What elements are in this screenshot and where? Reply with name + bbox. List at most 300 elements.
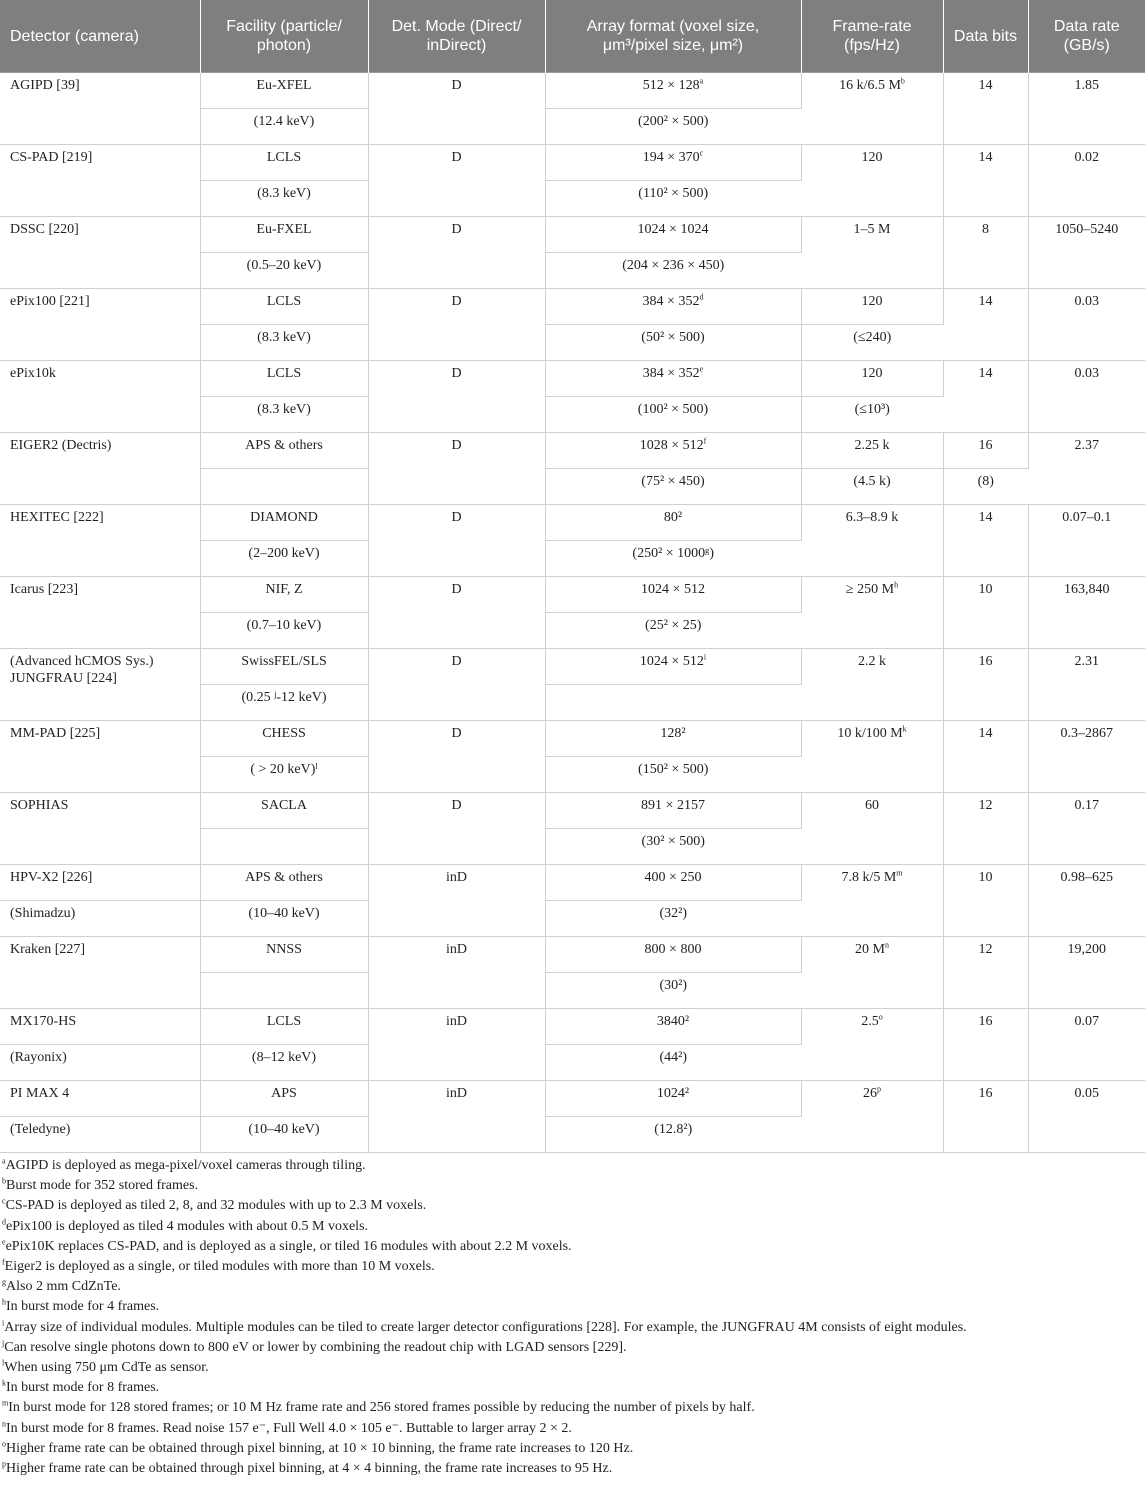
cell-value: 16 <box>978 1014 993 1029</box>
footnotes <box>0 1153 1145 1479</box>
facility-cell <box>200 1117 368 1153</box>
array-cell <box>545 937 801 973</box>
mode-cell <box>368 1081 545 1153</box>
facility-cell <box>200 505 368 541</box>
array-cell <box>545 685 801 721</box>
mode-cell <box>368 577 545 649</box>
facility-cell <box>200 469 368 505</box>
footnote-mark: k <box>2 1378 6 1388</box>
mode-cell <box>368 217 545 289</box>
cell-value: inD <box>446 870 467 885</box>
cell-value: 14 <box>978 294 993 309</box>
bits-cell <box>943 1009 1028 1081</box>
cell-value: 14 <box>978 78 993 93</box>
cell-value: 0.07 <box>1074 1014 1099 1029</box>
cell-value: 0.03 <box>1074 366 1099 381</box>
facility-cell <box>200 937 368 973</box>
facility-cell <box>200 721 368 757</box>
cell-value: 1.85 <box>1074 78 1099 93</box>
column-header: Data rate (GB/s) <box>1028 0 1145 73</box>
footnote-text: In burst mode for 128 stored frames; or 10 M Hz frame rate and 256 stored frames possible by reducing the number of pixels by half. <box>8 1400 755 1416</box>
footnote <box>2 1176 1145 1196</box>
footnote-mark: d <box>2 1216 6 1226</box>
framerate-cell <box>801 325 943 361</box>
table-row <box>0 289 1145 325</box>
facility-cell <box>200 325 368 361</box>
cell-value: APS <box>271 1086 297 1101</box>
bits-cell <box>943 937 1028 1009</box>
cell-value: 12 <box>978 798 993 813</box>
footnote <box>2 1338 1145 1358</box>
facility-cell <box>200 109 368 145</box>
facility-cell <box>200 1045 368 1081</box>
cell-value: 19,200 <box>1067 942 1106 957</box>
rate-cell <box>1028 433 1145 505</box>
footnote-mark: c <box>2 1196 6 1206</box>
array-cell <box>545 757 801 793</box>
cell-value: 1050–5240 <box>1055 222 1119 237</box>
cell-value <box>209 973 360 977</box>
array-cell <box>545 577 801 613</box>
cell-value: 1024 × 1024 <box>637 222 709 237</box>
detector-cell <box>0 793 200 865</box>
cell-value: 10 <box>978 870 993 885</box>
framerate-cell <box>801 505 943 577</box>
detector-cell <box>0 1045 200 1081</box>
cell-value: (0.5–20 keV) <box>246 258 322 273</box>
bits-cell <box>943 217 1028 289</box>
bits-cell <box>943 649 1028 721</box>
bits-cell <box>943 721 1028 793</box>
cell-value: 512 × 128 <box>642 78 700 93</box>
cell-value: 1–5 M <box>853 222 891 237</box>
cell-value: 10 k/100 M <box>837 726 903 741</box>
cell-value: APS & others <box>245 438 323 453</box>
cell-value: 400 × 250 <box>644 870 702 885</box>
cell-value: (8.3 keV) <box>257 402 311 417</box>
array-cell <box>545 289 801 325</box>
array-cell <box>545 1045 801 1081</box>
rate-cell <box>1028 217 1145 289</box>
detector-cell <box>0 865 200 901</box>
rate-cell <box>1028 937 1145 1009</box>
cell-value: 1024² <box>656 1086 690 1101</box>
rate-cell <box>1028 145 1145 217</box>
facility-cell <box>200 1009 368 1045</box>
footnote-mark: p <box>2 1459 6 1469</box>
cell-value: (8) <box>977 474 994 489</box>
footnote-mark: b <box>2 1176 6 1186</box>
detector-cell <box>0 1081 200 1117</box>
detector-cell <box>0 721 200 793</box>
footnote-text: CS-PAD is deployed as tiled 2, 8, and 32 modules with up to 2.3 M voxels. <box>5 1198 427 1214</box>
footnote-text: AGIPD is deployed as mega-pixel/voxel cameras through tiling. <box>5 1158 366 1173</box>
footnote <box>2 1277 1145 1297</box>
cell-value: (250² × 1000ᵍ) <box>632 546 715 561</box>
cell-value: DIAMOND <box>250 510 318 525</box>
column-header: Det. Mode (Direct/ inDirect) <box>368 0 545 73</box>
detector-cell <box>0 937 200 1009</box>
footnote-mark: h <box>2 1297 6 1307</box>
framerate-cell <box>801 577 943 649</box>
array-cell <box>545 505 801 541</box>
cell-value: SACLA <box>261 798 307 813</box>
framerate-cell <box>801 649 943 721</box>
table-row <box>0 145 1145 181</box>
cell-value: 6.3–8.9 k <box>845 510 899 525</box>
array-cell <box>545 541 801 577</box>
cell-value: APS & others <box>245 870 323 885</box>
cell-value: 0.03 <box>1074 294 1099 309</box>
cell-value: ( > 20 keV)ˡ <box>250 762 318 777</box>
footnote-text: Higher frame rate can be obtained through pixel binning, at 10 × 10 binning, the frame rate increases to 120 Hz. <box>6 1440 634 1456</box>
cell-value: 14 <box>978 150 993 165</box>
cell-value: HPV-X2 [226] <box>10 870 93 885</box>
cell-value: (32²) <box>659 906 688 921</box>
framerate-cell <box>801 865 943 937</box>
cell-value: (Advanced hCMOS Sys.) JUNGFRAU [224] <box>10 654 154 686</box>
cell-value: SOPHIAS <box>10 798 69 813</box>
detector-cell <box>0 649 200 721</box>
header-row <box>0 0 1145 73</box>
cell-value: CS-PAD [219] <box>10 150 93 165</box>
footnote-text: In burst mode for 4 frames. <box>6 1299 160 1315</box>
cell-value <box>209 469 360 473</box>
cell-value: (Rayonix) <box>10 1050 67 1065</box>
mode-cell <box>368 721 545 793</box>
cell-value <box>209 829 360 833</box>
framerate-cell <box>801 1009 943 1081</box>
footnote <box>2 1217 1145 1237</box>
footnote-mark: d <box>699 292 704 302</box>
footnote-mark: e <box>699 364 704 374</box>
bits-cell <box>943 1081 1028 1153</box>
array-cell <box>545 793 801 829</box>
bits-cell <box>943 505 1028 577</box>
facility-cell <box>200 757 368 793</box>
cell-value: 16 <box>978 438 993 453</box>
cell-value: D <box>451 438 462 453</box>
table-body <box>0 73 1145 1153</box>
footnote-text: In burst mode for 8 frames. Read noise 157 e⁻, Full Well 4.0 × 105 e⁻. Buttable to larger array 2 × 2. <box>6 1420 572 1436</box>
cell-value: D <box>451 726 462 741</box>
facility-cell <box>200 829 368 865</box>
cell-value: 20 M <box>855 942 885 957</box>
array-cell <box>545 973 801 1009</box>
array-cell <box>545 253 801 289</box>
cell-value: (0.25 ʲ-12 keV) <box>241 690 327 705</box>
cell-value: 0.3–2867 <box>1060 726 1113 741</box>
cell-value: (2–200 keV) <box>248 546 320 561</box>
facility-cell <box>200 289 368 325</box>
framerate-cell <box>801 1081 943 1153</box>
footnote-mark: g <box>2 1277 6 1287</box>
table-row <box>0 1081 1145 1117</box>
bits-cell <box>943 469 1028 505</box>
cell-value: D <box>451 582 462 597</box>
mode-cell <box>368 1009 545 1081</box>
cell-value: D <box>451 222 462 237</box>
cell-value: (150² × 500) <box>638 762 709 777</box>
cell-value: (204 × 236 × 450) <box>622 258 725 273</box>
cell-value: 891 × 2157 <box>641 798 705 813</box>
cell-value: 16 k/6.5 M <box>839 78 901 93</box>
footnote-mark: l <box>2 1358 5 1368</box>
cell-value: LCLS <box>266 1014 302 1029</box>
cell-value: (50² × 500) <box>641 330 705 345</box>
array-cell <box>545 613 801 649</box>
footnote <box>2 1196 1145 1216</box>
table-row <box>0 721 1145 757</box>
cell-value: (30²) <box>659 978 688 993</box>
cell-value: DSSC [220] <box>10 222 79 237</box>
array-cell <box>545 901 801 937</box>
table-row <box>0 865 1145 901</box>
cell-value: 194 × 370 <box>642 150 700 165</box>
footnote-mark: o <box>2 1439 6 1449</box>
facility-cell <box>200 865 368 901</box>
bits-cell <box>943 361 1028 433</box>
mode-cell <box>368 289 545 361</box>
footnote-text: Higher frame rate can be obtained through pixel binning, at 4 × 4 binning, the frame rate increases to 95 Hz. <box>6 1461 613 1477</box>
cell-value: (200² × 500) <box>638 114 709 129</box>
column-header: Detector (camera) <box>0 0 200 73</box>
bits-cell <box>943 145 1028 217</box>
cell-value: Eu-XFEL <box>256 78 312 93</box>
cell-value: Kraken [227] <box>10 942 86 957</box>
rate-cell <box>1028 73 1145 145</box>
array-cell <box>545 109 801 145</box>
facility-cell <box>200 253 368 289</box>
array-cell <box>545 1081 801 1117</box>
mode-cell <box>368 865 545 937</box>
mode-cell <box>368 649 545 721</box>
cell-value: CHESS <box>262 726 306 741</box>
cell-value: LCLS <box>266 294 302 309</box>
cell-value: SwissFEL/SLS <box>241 654 327 669</box>
table-row <box>0 577 1145 613</box>
footnote-text: Also 2 mm CdZnTe. <box>6 1279 121 1295</box>
array-cell <box>545 361 801 397</box>
cell-value: Eu-FXEL <box>256 222 312 237</box>
cell-value: (12.4 keV) <box>253 114 315 129</box>
array-cell <box>545 433 801 469</box>
footnote <box>2 1156 1145 1176</box>
detector-cell <box>0 433 200 505</box>
framerate-cell <box>801 145 943 217</box>
mode-cell <box>368 505 545 577</box>
footnote-mark: b <box>900 76 905 86</box>
cell-value: inD <box>446 1014 467 1029</box>
cell-value: (10–40 keV) <box>248 1122 320 1137</box>
mode-cell <box>368 937 545 1009</box>
cell-value: (25² × 25) <box>645 618 702 633</box>
array-cell <box>545 1009 801 1045</box>
rate-cell <box>1028 505 1145 577</box>
facility-cell <box>200 361 368 397</box>
footnote-mark: f <box>703 436 707 446</box>
cell-value: NNSS <box>266 942 302 957</box>
facility-cell <box>200 901 368 937</box>
framerate-cell <box>801 397 943 433</box>
cell-value: (≤10³) <box>854 402 890 417</box>
facility-cell <box>200 793 368 829</box>
table-header <box>0 0 1145 73</box>
table-row <box>0 433 1145 469</box>
bits-cell <box>943 289 1028 361</box>
cell-value: NIF, Z <box>265 582 303 597</box>
detector-cell <box>0 901 200 937</box>
cell-value: 12 <box>978 942 993 957</box>
cell-value: 14 <box>978 510 993 525</box>
footnote-mark: n <box>884 940 889 950</box>
facility-cell <box>200 577 368 613</box>
facility-cell <box>200 181 368 217</box>
facility-cell <box>200 649 368 685</box>
cell-value: 1028 × 512 <box>639 438 704 453</box>
rate-cell <box>1028 793 1145 865</box>
framerate-cell <box>801 433 943 469</box>
framerate-cell <box>801 721 943 793</box>
array-cell <box>545 829 801 865</box>
rate-cell <box>1028 577 1145 649</box>
mode-cell <box>368 793 545 865</box>
cell-value: inD <box>446 942 467 957</box>
bits-cell <box>943 793 1028 865</box>
cell-value: 0.05 <box>1074 1086 1099 1101</box>
footnote-text: Can resolve single photons down to 800 eV or lower by combining the readout chip with LGAD sensors [229]. <box>4 1339 627 1355</box>
footnote-mark: n <box>2 1418 6 1428</box>
array-cell <box>545 721 801 757</box>
cell-value: 26 <box>863 1086 877 1101</box>
facility-cell <box>200 73 368 109</box>
facility-cell <box>200 685 368 721</box>
cell-value: 128² <box>660 726 686 741</box>
cell-value: D <box>451 510 462 525</box>
rate-cell <box>1028 1009 1145 1081</box>
mode-cell <box>368 145 545 217</box>
footnote <box>2 1378 1145 1398</box>
footnote-text: ePix10K replaces CS-PAD, and is deployed as a single, or tiled 16 modules with about 2.2 M voxels. <box>5 1238 572 1254</box>
cell-value: 120 <box>861 294 883 309</box>
cell-value: D <box>451 366 462 381</box>
detector-cell <box>0 145 200 217</box>
cell-value: PI MAX 4 <box>10 1086 70 1101</box>
array-cell <box>545 145 801 181</box>
cell-value: (8–12 keV) <box>251 1050 317 1065</box>
facility-cell <box>200 541 368 577</box>
rate-cell <box>1028 865 1145 937</box>
bits-cell <box>943 865 1028 937</box>
cell-value: (12.8²) <box>654 1122 693 1137</box>
footnote-mark: a <box>2 1156 6 1166</box>
footnote-mark: a <box>699 76 704 86</box>
footnote-mark: m <box>2 1398 9 1408</box>
footnote-mark: j <box>2 1338 5 1348</box>
facility-cell <box>200 433 368 469</box>
detector-cell <box>0 361 200 433</box>
cell-value: D <box>451 294 462 309</box>
cell-value: MX170-HS <box>10 1014 77 1029</box>
cell-value: (10–40 keV) <box>248 906 320 921</box>
framerate-cell <box>801 217 943 289</box>
footnote-mark: c <box>699 148 704 158</box>
framerate-cell <box>801 793 943 865</box>
cell-value: 0.17 <box>1074 798 1099 813</box>
facility-cell <box>200 145 368 181</box>
framerate-cell <box>801 73 943 145</box>
array-cell <box>545 217 801 253</box>
table-row <box>0 505 1145 541</box>
footnote-text: When using 750 μm CdTe as sensor. <box>4 1360 209 1376</box>
table-row <box>0 217 1145 253</box>
cell-value: 2.5 <box>861 1014 879 1029</box>
footnote <box>2 1459 1145 1479</box>
framerate-cell <box>801 937 943 1009</box>
cell-value: (≤240) <box>853 330 892 345</box>
footnote-mark: h <box>894 580 899 590</box>
footnote-mark: f <box>2 1257 5 1267</box>
array-cell <box>545 649 801 685</box>
cell-value: (Teledyne) <box>10 1122 71 1137</box>
detector-cell <box>0 217 200 289</box>
detector-cell <box>0 289 200 361</box>
detector-cell <box>0 1117 200 1153</box>
rate-cell <box>1028 649 1145 721</box>
footnote-text: Array size of individual modules. Multiple modules can be tiled to create larger detector configurations [228]. For example, the JUNGFRAU 4M consists of eight modules. <box>4 1319 967 1335</box>
cell-value: D <box>451 654 462 669</box>
array-cell <box>545 1117 801 1153</box>
cell-value: (4.5 k) <box>853 474 891 489</box>
cell-value: ePix10k <box>10 366 56 381</box>
footnote-mark: o <box>878 1012 883 1022</box>
cell-value: 2.37 <box>1074 438 1099 453</box>
footnote <box>2 1237 1145 1257</box>
array-cell <box>545 865 801 901</box>
framerate-cell <box>801 361 943 397</box>
facility-cell <box>200 217 368 253</box>
table-row <box>0 937 1145 973</box>
cell-value: 10 <box>978 582 993 597</box>
cell-value: Icarus [223] <box>10 582 79 597</box>
mode-cell <box>368 361 545 433</box>
cell-value: D <box>451 150 462 165</box>
cell-value: 120 <box>861 150 883 165</box>
facility-cell <box>200 397 368 433</box>
footnote <box>2 1257 1145 1277</box>
facility-cell <box>200 973 368 1009</box>
cell-value: 384 × 352 <box>642 366 700 381</box>
footnote-mark: i <box>703 652 707 662</box>
cell-value: (44²) <box>659 1050 688 1065</box>
cell-value: 163,840 <box>1064 582 1110 597</box>
mode-cell <box>368 73 545 145</box>
detector-cell <box>0 73 200 145</box>
mode-cell <box>368 433 545 505</box>
cell-value: 800 × 800 <box>644 942 702 957</box>
cell-value: 1024 × 512 <box>639 654 704 669</box>
footnote-mark: i <box>2 1317 5 1327</box>
cell-value: inD <box>446 1086 467 1101</box>
table-row <box>0 361 1145 397</box>
column-header: Frame-rate (fps/Hz) <box>801 0 943 73</box>
rate-cell <box>1028 721 1145 793</box>
detector-cell <box>0 1009 200 1045</box>
cell-value: 0.02 <box>1074 150 1099 165</box>
cell-value: 8 <box>982 222 989 237</box>
cell-value: (Shimadzu) <box>10 906 76 921</box>
cell-value: (8.3 keV) <box>257 186 311 201</box>
